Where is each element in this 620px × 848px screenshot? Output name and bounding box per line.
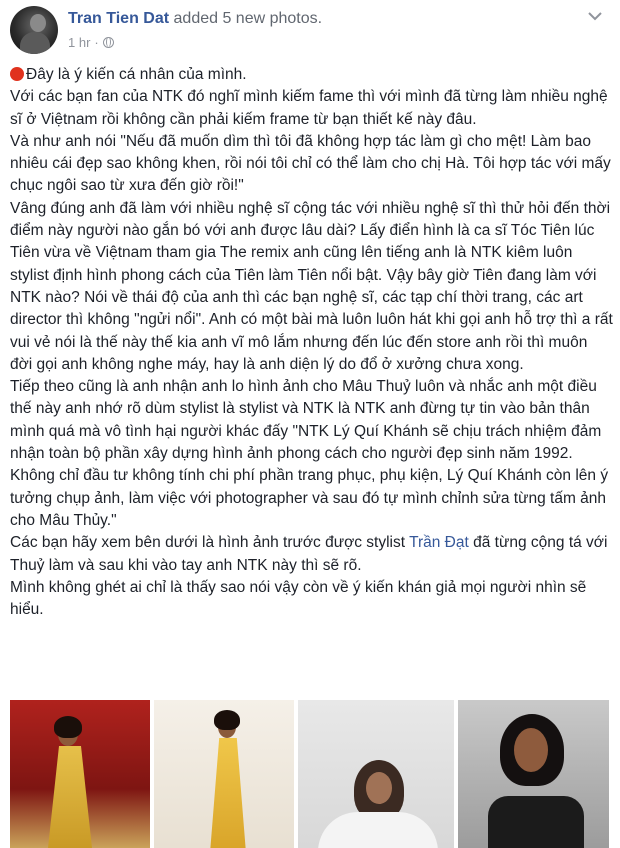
globe-icon[interactable] (103, 37, 114, 48)
red-circle-icon (10, 67, 24, 81)
photo-3[interactable] (298, 700, 454, 848)
post-text (10, 64, 613, 621)
timestamp-link[interactable]: 1 hr (68, 35, 91, 50)
post-paragraph-3: Và như anh nói "Nếu đã muốn dìm thì tôi đã không hợp tác làm gì cho mệt! Làm bao nhiêu cái đẹp sao không khen, rồi nói tôi chỉ có thể làm cho chị Hà. Tôi hợp tác với mấy chục ngôi sao từ xưa đến giờ rồi!" (10, 132, 611, 195)
post-paragraph-7: Mình không ghét ai chỉ là thấy sao nói vậy còn về ý kiến khán giả mọi người nhìn sẽ hiểu. (10, 578, 587, 619)
meta-separator: · (94, 35, 99, 50)
author-name-link[interactable]: Tran Tien Dat (68, 10, 170, 27)
author-line (68, 10, 322, 28)
post-paragraph-5: Tiếp theo cũng là anh nhận anh lo hình ảnh cho Mâu Thuỷ luôn và nhắc anh một điều thế này anh nhớ rõ dùm stylist là stylist và NTK là NTK anh đừng tự tin vào bản thân mình quá mà vô tình hại người khác đấy "NTK Lý Quí Khánh sẽ chịu trách nhiệm đảm nhận toàn bộ phần xây dựng hình ảnh phong cách cho người đẹp sinh năm 1992. Không chỉ đầu tư không tính chi phí phần trang phục, phụ kiện, Lý Quí Khánh còn lên ý tưởng chụp ảnh, làm việc với photographer và sau đó tự mình chỉnh sửa từng tấm ảnh cho Mâu Thủy." (10, 378, 609, 529)
photo-1[interactable] (10, 700, 150, 848)
post-paragraph-1: Đây là ý kiến cá nhân của mình. (10, 64, 613, 86)
post-action-text: added 5 new photos. (173, 10, 323, 27)
avatar[interactable] (10, 6, 58, 54)
photo-4[interactable] (458, 700, 609, 848)
post-options-button[interactable] (584, 8, 606, 24)
chevron-down-icon (588, 12, 602, 21)
post-paragraph-4: Vâng đúng anh đã làm với nhiều nghệ sĩ cộng tác với nhiều nghệ sĩ thì thử hỏi đến thời điểm này người nào gắn bó với anh được lâu dài? Lấy điển hình là ca sĩ Tóc Tiên lúc Tiên vừa về Việtnam tham gia The remix anh cũng lên tiếng anh là NTK kiêm luôn stylist định hình phong cách của Tiên làm Tiên nổi bật. Vậy bây giờ Tiên đang làm với NTK nào? Nói về thái độ của anh thì các bạn nghệ sĩ, các tạp chí thời trang, các art director thì không "ngửi nổi". Anh có một bài mà luôn luôn hát khi gọi anh hỗ trợ thì a rất vui vẻ nói là thế này thế kia anh vĩ mô lắm nhưng đến lúc đến store anh rồi thì muôn đời gọi anh không nghe máy, hay là anh diện lý do đổ ở xưởng chưa xong. (10, 199, 613, 373)
post-meta (68, 35, 114, 50)
photo-2[interactable] (154, 700, 294, 848)
photo-grid (10, 700, 613, 848)
post-header (10, 6, 610, 58)
post-paragraph-6: Các bạn hãy xem bên dưới là hình ảnh trước được stylist Trần Đạt đã từng cộng tá với Thuỷ làm và sau khi vào tay anh NTK này thì sẽ rõ. (10, 534, 608, 574)
mention-link[interactable]: Trần Đạt (409, 534, 469, 552)
post-paragraph-2: Với các bạn fan của NTK đó nghĩ mình kiếm fame thì với mình đã từng làm nhiều nghệ sĩ ở Việtnam rồi không cần phải kiếm frame từ bạn thiết kế này đâu. (10, 88, 608, 128)
